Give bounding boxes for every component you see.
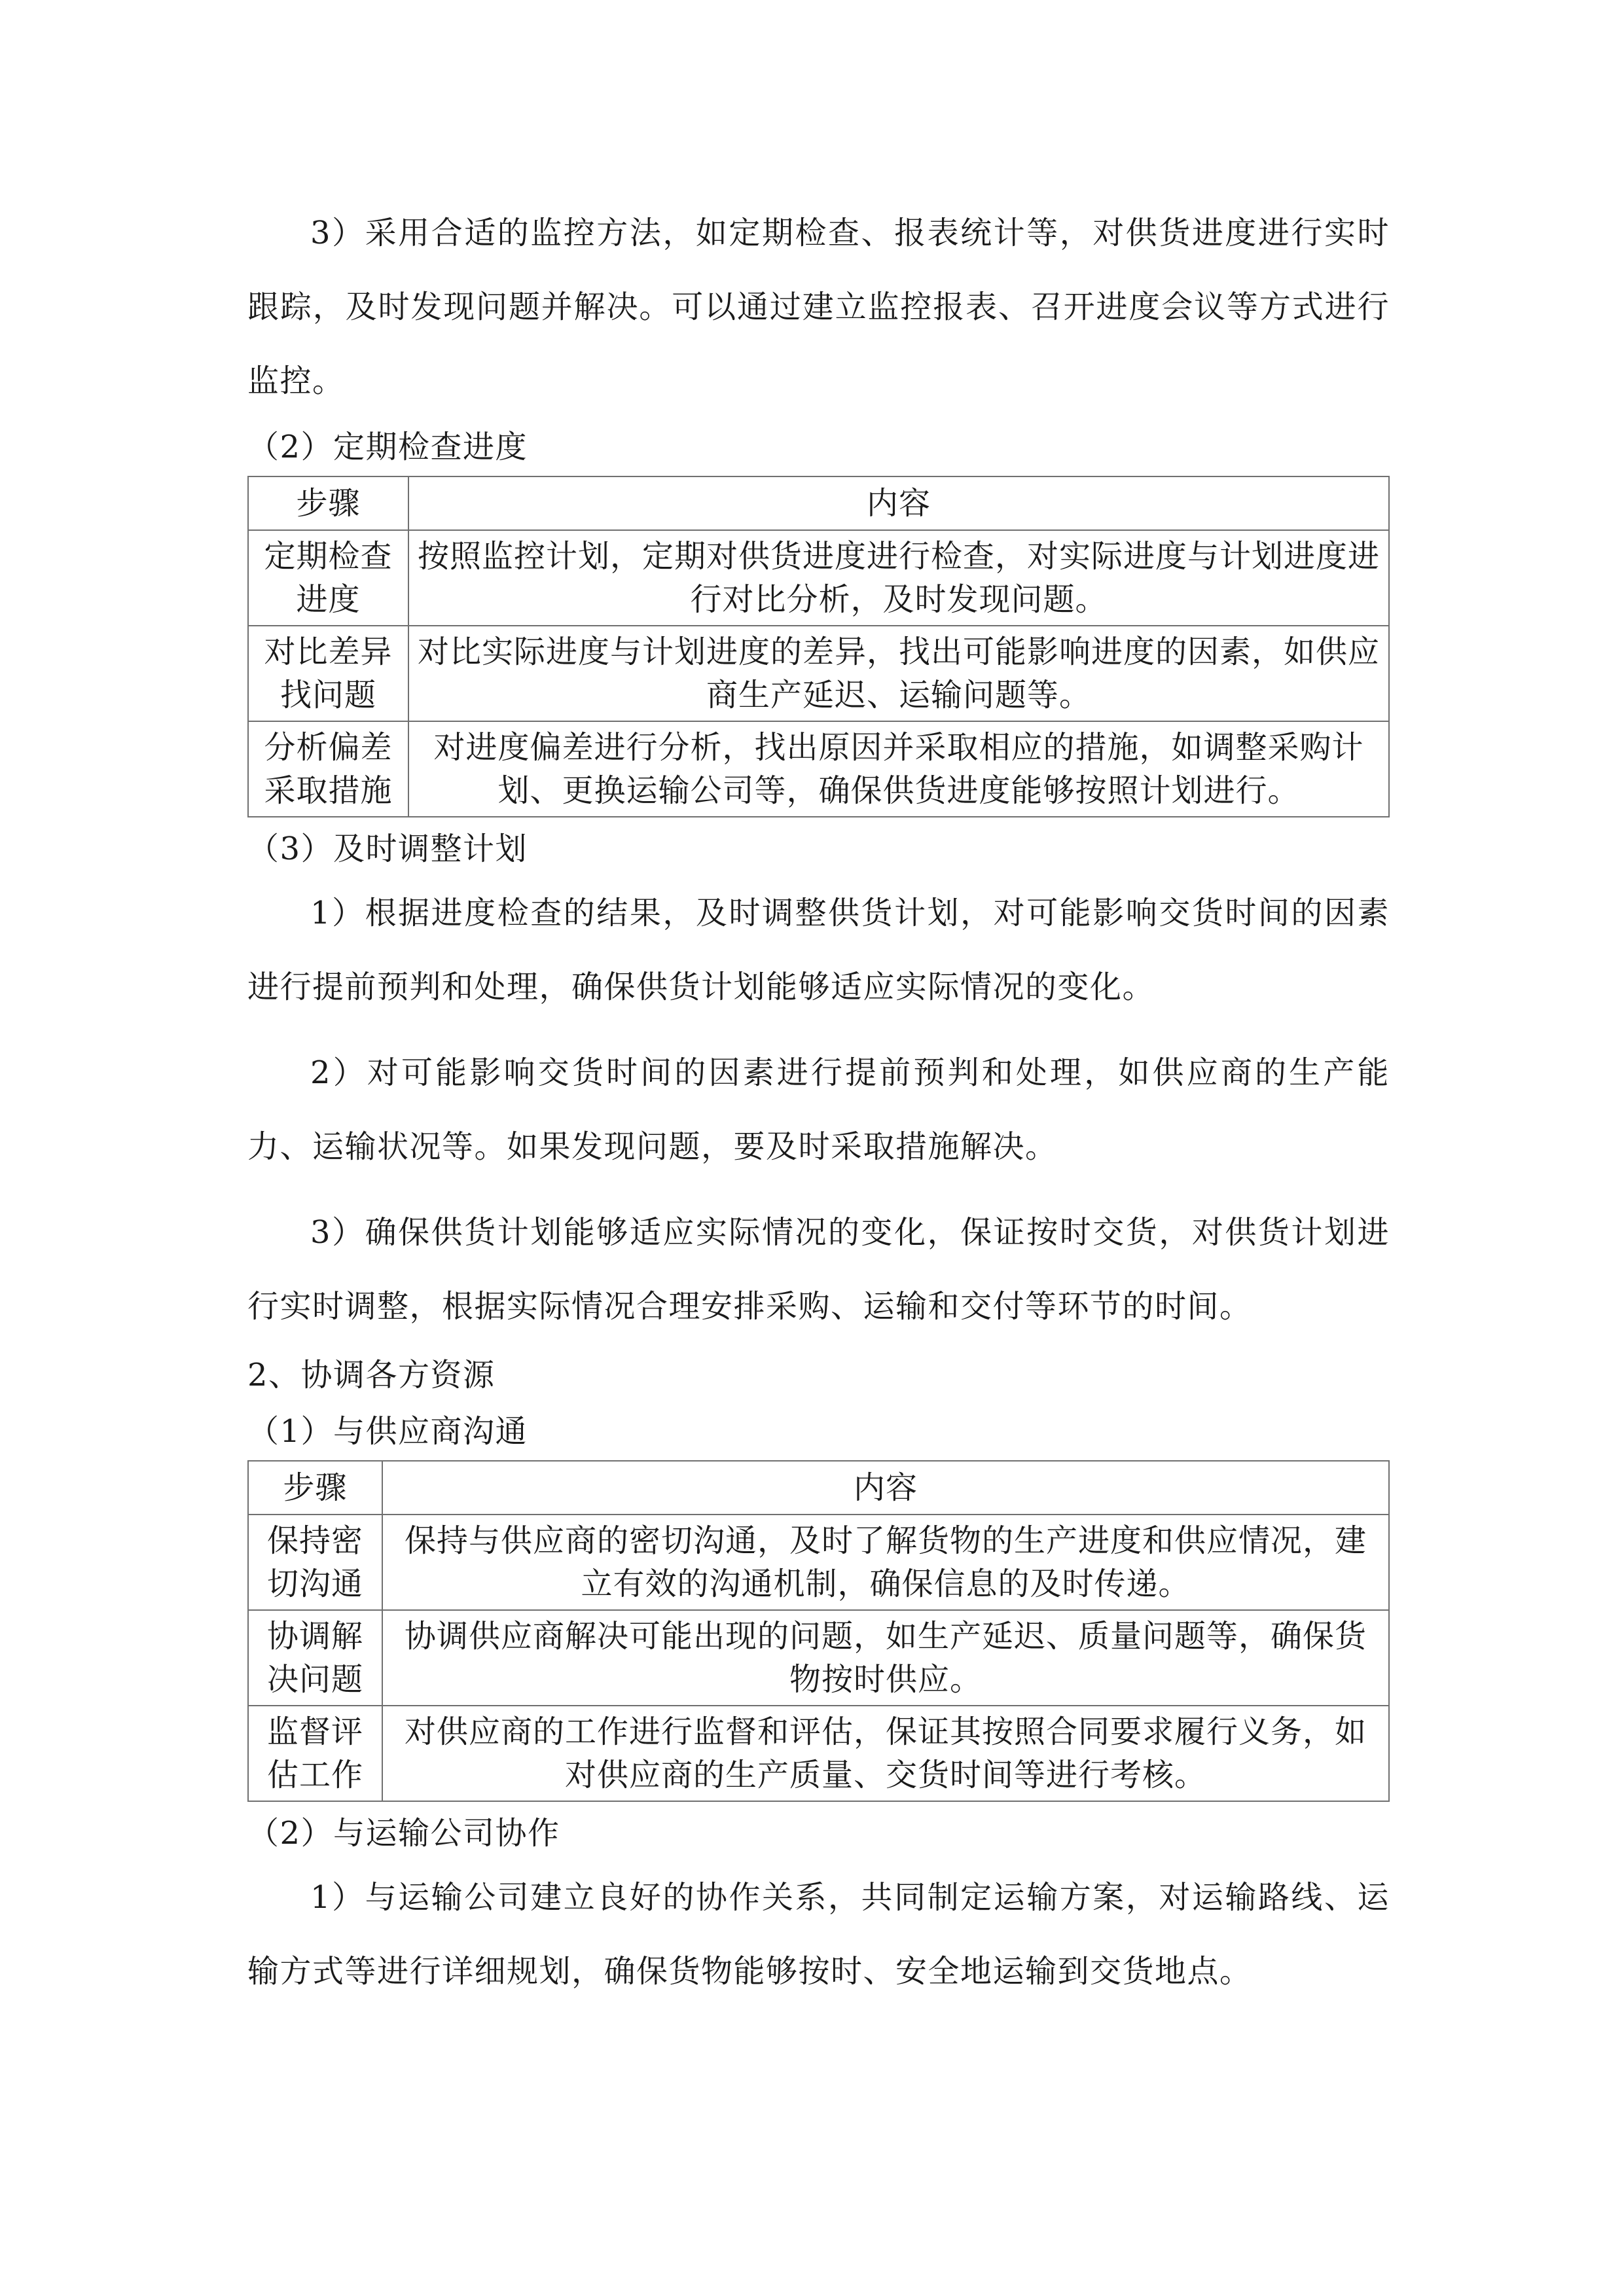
step-cell: 定期检查进度 (248, 530, 408, 626)
heading-regular-check: （2）定期检查进度 (247, 429, 528, 465)
content-cell: 对比实际进度与计划进度的差异，找出可能影响进度的因素，如供应商生产延迟、运输问题等。 (408, 626, 1389, 721)
table-row (248, 530, 1389, 626)
paragraph-adjust-2: 2）对可能影响交货时间的因素进行提前预判和处理，如供应商的生产能力、运输状况等。如果发现问题，要及时采取措施解决。 (247, 1054, 1390, 1165)
heading-transport-cooperation: （2）与运输公司协作 (247, 1815, 560, 1852)
table-header-content: 内容 (382, 1461, 1389, 1515)
content-cell: 保持与供应商的密切沟通，及时了解货物的生产进度和供应情况，建立有效的沟通机制，确保信息的及时传递。 (382, 1515, 1389, 1610)
content-cell: 协调供应商解决可能出现的问题，如生产延迟、质量问题等，确保货物按时供应。 (382, 1610, 1389, 1706)
step-cell: 保持密切沟通 (248, 1515, 382, 1610)
table-header-content: 内容 (408, 476, 1389, 530)
step-cell: 协调解决问题 (248, 1610, 382, 1706)
step-cell: 分析偏差采取措施 (248, 721, 408, 817)
paragraph-adjust-1: 1）根据进度检查的结果，及时调整供货计划，对可能影响交货时间的因素进行提前预判和处理，确保供货计划能够适应实际情况的变化。 (247, 895, 1390, 1005)
table-row (248, 626, 1389, 721)
table-header-row (248, 1461, 1389, 1515)
table-supplier-communication (247, 1460, 1390, 1802)
table-progress-check (247, 476, 1390, 817)
table-row (248, 1610, 1389, 1706)
content-cell: 对供应商的工作进行监督和评估，保证其按照合同要求履行义务，如对供应商的生产质量、交货时间等进行考核。 (382, 1706, 1389, 1801)
step-cell: 监督评估工作 (248, 1706, 382, 1801)
heading-adjust-plan: （3）及时调整计划 (247, 831, 528, 867)
table-header-step: 步骤 (248, 476, 408, 530)
document-page (247, 196, 1390, 2009)
paragraph-adjust-3: 3）确保供货计划能够适应实际情况的变化，保证按时交货，对供货计划进行实时调整，根据实际情况合理安排采购、运输和交付等环节的时间。 (247, 1214, 1390, 1325)
content-cell: 按照监控计划，定期对供货进度进行检查，对实际进度与计划进度进行对比分析，及时发现问题。 (408, 530, 1389, 626)
table-header-row (248, 476, 1389, 530)
table-row (248, 1706, 1389, 1801)
paragraph-monitor-method: 3）采用合适的监控方法，如定期检查、报表统计等，对供货进度进行实时跟踪，及时发现问题并解决。可以通过建立监控报表、召开进度会议等方式进行监控。 (247, 215, 1390, 399)
table-row (248, 1515, 1389, 1610)
table-header-step: 步骤 (248, 1461, 382, 1515)
table-row (248, 721, 1389, 817)
heading-coordinate-resources: 2、协调各方资源 (247, 1357, 496, 1393)
content-cell: 对进度偏差进行分析，找出原因并采取相应的措施，如调整采购计划、更换运输公司等，确保供货进度能够按照计划进行。 (408, 721, 1389, 817)
heading-supplier-communication: （1）与供应商沟通 (247, 1413, 528, 1450)
paragraph-transport-1: 1）与运输公司建立良好的协作关系，共同制定运输方案，对运输路线、运输方式等进行详细规划，确保货物能够按时、安全地运输到交货地点。 (247, 1879, 1390, 1990)
step-cell: 对比差异找问题 (248, 626, 408, 721)
